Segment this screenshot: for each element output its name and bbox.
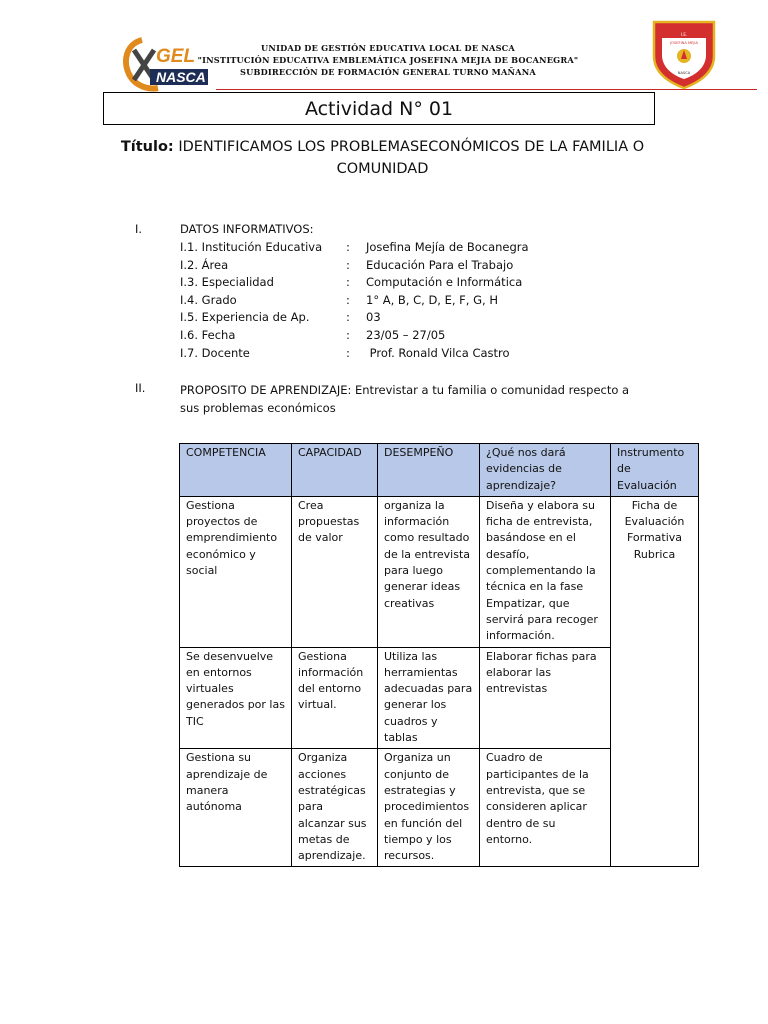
table-cell: Diseña y elabora su ficha de entrevista, basándose en el desafío, complementando la técnica en la fase Empatizar, que servirá para recoger información. xyxy=(480,496,611,647)
info-key: I.1. Institución Educativa xyxy=(180,240,323,254)
svg-text:GEL: GEL xyxy=(156,46,196,67)
section-2-number: II. xyxy=(135,381,146,395)
eval-line: Rubrica xyxy=(633,547,676,561)
header-line-3: SUBDIRECCIÓN DE FORMACIÓN GENERAL TURNO MAÑANA xyxy=(240,67,536,77)
table-cell: Organiza un conjunto de estrategias y procedimientos en función del tiempo y los recursos. xyxy=(378,749,480,867)
table-row xyxy=(180,496,699,647)
table-cell: Crea propuestas de valor xyxy=(292,496,378,647)
table-cell: Gestiona información del entorno virtual. xyxy=(292,647,378,749)
school-shield-logo xyxy=(650,18,718,90)
info-key: I.4. Grado xyxy=(180,293,237,307)
info-value: Educación Para el Trabajo xyxy=(366,258,514,272)
info-colon: : xyxy=(346,346,350,360)
header-desempeno: DESEMPEÑO xyxy=(378,444,480,497)
header-line-1: UNIDAD DE GESTIÓN EDUCATIVA LOCAL DE NASCA xyxy=(261,43,515,53)
eval-line: Formativa xyxy=(626,531,683,545)
info-key: I.6. Fecha xyxy=(180,328,236,342)
svg-text:I.E.: I.E. xyxy=(680,32,688,37)
header-evidencias: ¿Qué nos dará evidencias de aprendizaje? xyxy=(480,444,611,497)
info-colon: : xyxy=(346,240,350,254)
svg-text:NASCA: NASCA xyxy=(156,69,206,85)
info-value: Josefina Mejía de Bocanegra xyxy=(366,240,529,254)
header-competencia: COMPETENCIA xyxy=(180,444,292,497)
info-key: I.3. Especialidad xyxy=(180,275,274,289)
evaluation-instrument-cell xyxy=(611,496,699,867)
table-cell: Elaborar fichas para elaborar las entrevistas xyxy=(480,647,611,749)
info-key: I.5. Experiencia de Ap. xyxy=(180,310,310,324)
table-cell: Gestiona su aprendizaje de manera autónoma xyxy=(180,749,292,867)
info-colon: : xyxy=(346,310,350,324)
header-instrumento: Instrumento de Evaluación xyxy=(611,444,699,497)
title-label: Título: xyxy=(120,139,174,155)
institution-header xyxy=(188,42,588,78)
table-cell: Se desenvuelve en entornos virtuales generados por las TIC xyxy=(180,647,292,749)
table-cell: Utiliza las herramientas adecuadas para generar los cuadros y tablas xyxy=(378,647,480,749)
section-1-heading: DATOS INFORMATIVOS: xyxy=(180,222,314,236)
info-key: I.2. Área xyxy=(180,258,229,272)
info-value: Prof. Ronald Vilca Castro xyxy=(366,346,510,360)
info-value: 23/05 – 27/05 xyxy=(366,328,446,342)
title-text: IDENTIFICAMOS LOS PROBLEMASECONÓMICOS DE LA FAMILIA O COMUNIDAD xyxy=(178,139,645,177)
activity-number-box xyxy=(103,92,655,125)
header-line-2: "INSTITUCIÓN EDUCATIVA EMBLEMÁTICA JOSEFINA MEJIA DE BOCANEGRA" xyxy=(197,55,579,65)
info-colon: : xyxy=(346,258,350,272)
svg-text:NASCA: NASCA xyxy=(677,71,691,75)
table-header-row xyxy=(180,444,699,497)
competency-table xyxy=(179,443,699,867)
info-colon: : xyxy=(346,293,350,307)
eval-line: Evaluación xyxy=(624,515,685,529)
header-capacidad: CAPACIDAD xyxy=(292,444,378,497)
eval-line: Ficha de xyxy=(631,498,678,512)
table-cell: organiza la información como resultado de la entrevista para luego generar ideas creativas xyxy=(378,496,480,647)
info-value: 1° A, B, C, D, E, F, G, H xyxy=(366,293,498,307)
section-1-number: I. xyxy=(135,222,143,236)
info-key: I.7. Docente xyxy=(180,346,250,360)
info-value: Computación e Informática xyxy=(366,275,523,289)
info-colon: : xyxy=(346,328,350,342)
table-cell: Gestiona proyectos de emprendimiento económico y social xyxy=(180,496,292,647)
table-cell: Cuadro de participantes de la entrevista, que se consideren aplicar dentro de su entorno. xyxy=(480,749,611,867)
info-value: 03 xyxy=(366,310,381,324)
table-cell: Organiza acciones estratégicas para alcanzar sus metas de aprendizaje. xyxy=(292,749,378,867)
document-title xyxy=(110,136,655,180)
learning-purpose: PROPOSITO DE APRENDIZAJE: Entrevistar a tu familia o comunidad respecto a sus problemas económicos xyxy=(180,383,630,415)
info-colon: : xyxy=(346,275,350,289)
activity-title: Actividad N° 01 xyxy=(304,97,454,120)
svg-text:JOSEFINA MEJIA: JOSEFINA MEJIA xyxy=(670,41,698,45)
